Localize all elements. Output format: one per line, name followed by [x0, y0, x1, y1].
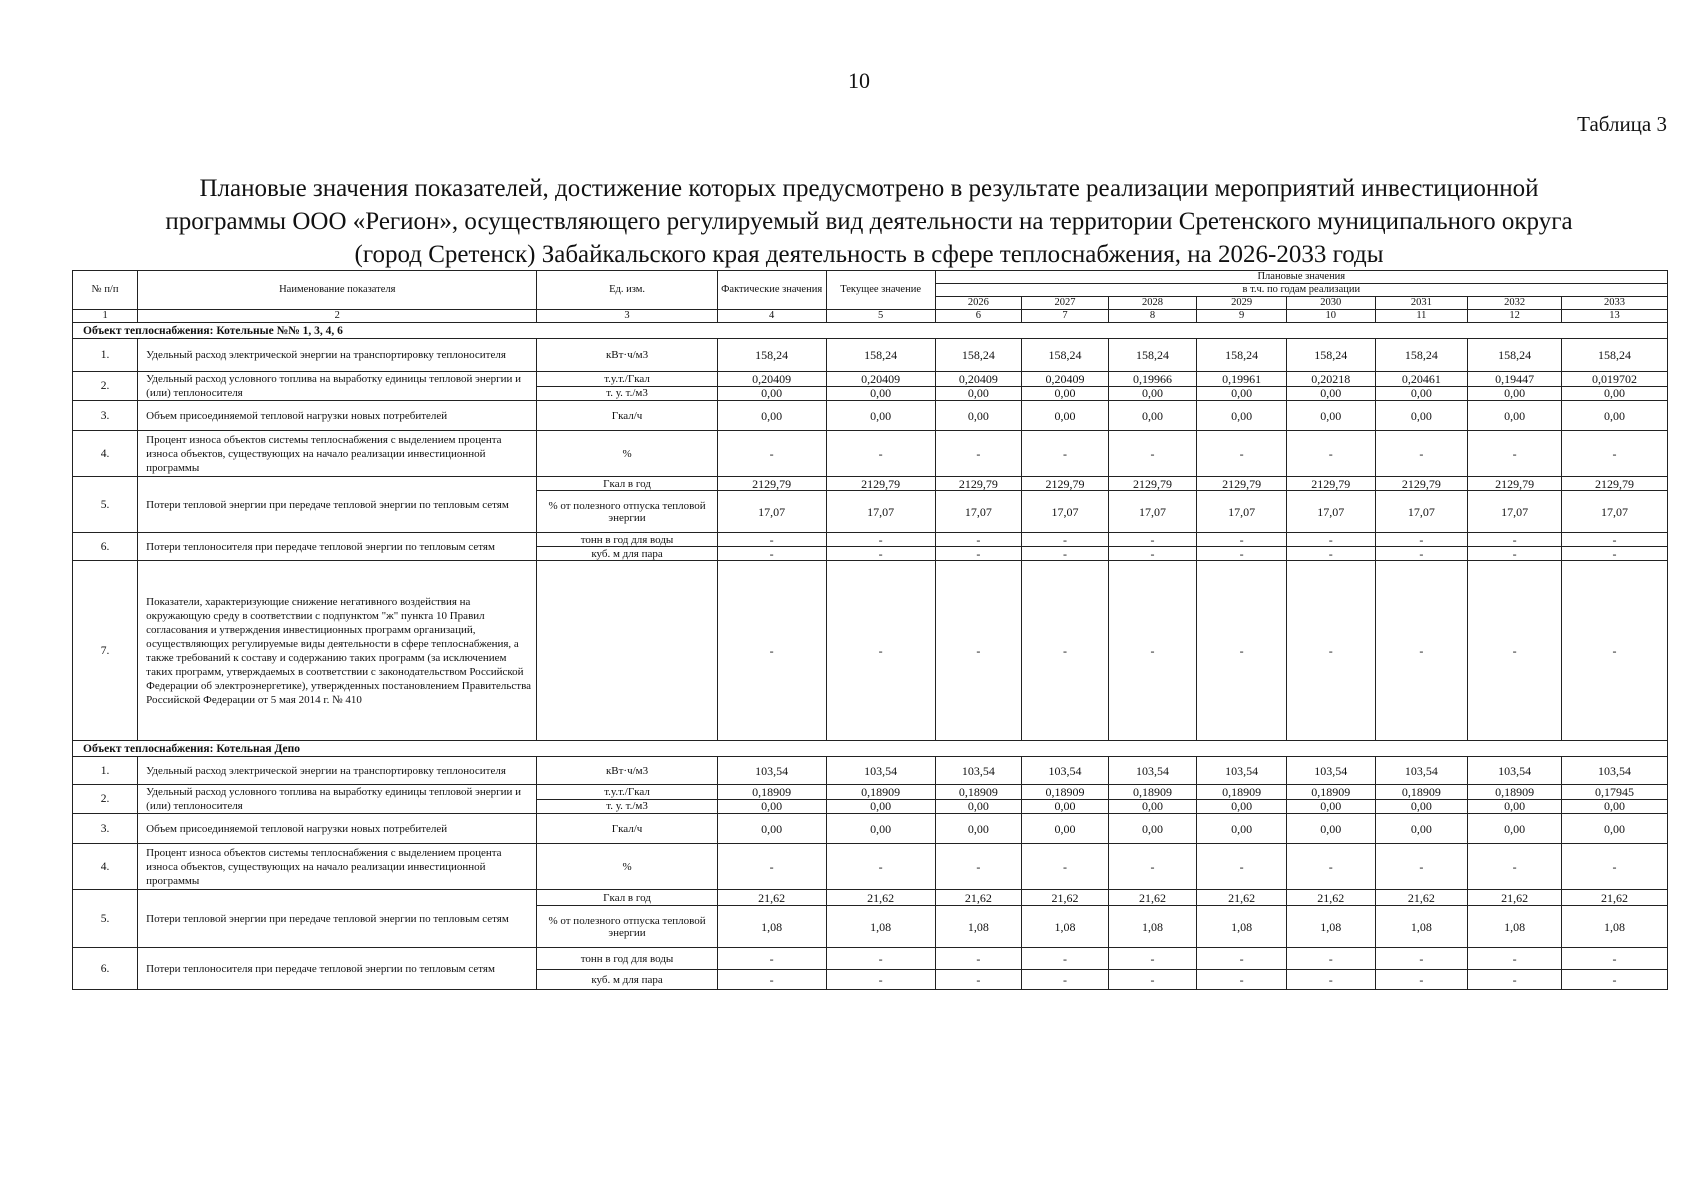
- row-number: 3.: [73, 814, 138, 844]
- value-cell: 0,00: [935, 814, 1022, 844]
- value-cell: 2129,79: [1286, 477, 1375, 491]
- table-row: [73, 477, 1668, 491]
- value-cell: 0,19447: [1468, 372, 1562, 387]
- value-cell: -: [826, 533, 935, 547]
- value-cell: 0,00: [1468, 814, 1562, 844]
- value-cell: 17,07: [1286, 491, 1375, 533]
- value-cell: -: [1468, 547, 1562, 561]
- value-cell: 2129,79: [1561, 477, 1667, 491]
- value-cell: -: [1197, 533, 1287, 547]
- unit-cell: Гкал в год: [537, 477, 717, 491]
- value-cell: 0,00: [826, 799, 935, 814]
- value-cell: 0,00: [1375, 799, 1468, 814]
- row-number: 1.: [73, 757, 138, 785]
- value-cell: -: [1197, 844, 1287, 890]
- unit-cell: куб. м для пара: [537, 970, 717, 990]
- title-line-3: (город Сретенск) Забайкальского края деятельность в сфере теплоснабжения, на 2026-2033 годы: [354, 241, 1384, 268]
- value-cell: 0,00: [935, 386, 1022, 401]
- value-cell: -: [1561, 844, 1667, 890]
- value-cell: 0,00: [1375, 386, 1468, 401]
- value-cell: 103,54: [826, 757, 935, 785]
- value-cell: 0,00: [1197, 401, 1287, 431]
- value-cell: -: [1561, 970, 1667, 990]
- value-cell: -: [826, 547, 935, 561]
- value-cell: -: [935, 844, 1022, 890]
- value-cell: 1,08: [1286, 906, 1375, 948]
- value-cell: 0,00: [1108, 386, 1197, 401]
- value-cell: -: [1197, 547, 1287, 561]
- value-cell: -: [1286, 844, 1375, 890]
- section-title: Объект теплоснабжения: Котельные №№ 1, 3, 4, 6: [73, 323, 1668, 339]
- header-unit: Ед. изм.: [537, 271, 717, 310]
- value-cell: 0,18909: [1022, 785, 1109, 800]
- indicator-name: Показатели, характеризующие снижение негативного воздействия на окружающую среду в соответствии с подпунктом "ж" пункта 10 Правил согласования и утверждения инвестиционных программ организаций, осуществляющих регулируемые виды деятельности в сфере теплоснабжения, а также требований к составу и содержанию таких программ (за исключением таких программ, утверждаемых в соответствии с законодательством Российской Федерации об электроэнергетике), утвержденных постановлением Правительства Российской Федерации от 5 мая 2014 г. № 410: [138, 561, 537, 741]
- value-cell: -: [1561, 533, 1667, 547]
- value-cell: -: [717, 533, 826, 547]
- unit-cell: % от полезного отпуска тепловой энергии: [537, 906, 717, 948]
- value-cell: 0,00: [1286, 814, 1375, 844]
- value-cell: 0,18909: [1108, 785, 1197, 800]
- table-row: [73, 339, 1668, 372]
- year-header: 2032: [1468, 297, 1562, 310]
- value-cell: 0,00: [1286, 401, 1375, 431]
- value-cell: -: [1197, 431, 1287, 477]
- value-cell: 103,54: [1561, 757, 1667, 785]
- value-cell: -: [935, 561, 1022, 741]
- value-cell: 0,00: [1561, 386, 1667, 401]
- value-cell: -: [826, 561, 935, 741]
- year-header: 2029: [1197, 297, 1287, 310]
- column-number: 2: [138, 310, 537, 323]
- table-header: [73, 271, 1668, 323]
- value-cell: 21,62: [1375, 890, 1468, 906]
- value-cell: -: [1197, 948, 1287, 970]
- value-cell: 0,00: [1022, 401, 1109, 431]
- value-cell: 0,20409: [717, 372, 826, 387]
- row-number: 2.: [73, 785, 138, 814]
- value-cell: 0,20461: [1375, 372, 1468, 387]
- value-cell: -: [826, 948, 935, 970]
- value-cell: 0,00: [1375, 401, 1468, 431]
- value-cell: 0,20409: [935, 372, 1022, 387]
- value-cell: 21,62: [1468, 890, 1562, 906]
- indicator-name: Объем присоединяемой тепловой нагрузки новых потребителей: [138, 814, 537, 844]
- column-number: 1: [73, 310, 138, 323]
- value-cell: 0,00: [1108, 799, 1197, 814]
- header-num: № п/п: [73, 271, 138, 310]
- column-number: 13: [1561, 310, 1667, 323]
- value-cell: 0,00: [1108, 401, 1197, 431]
- value-cell: -: [1286, 561, 1375, 741]
- value-cell: 1,08: [1561, 906, 1667, 948]
- value-cell: 2129,79: [1468, 477, 1562, 491]
- section-row: [73, 741, 1668, 757]
- value-cell: -: [717, 948, 826, 970]
- unit-cell: Гкал/ч: [537, 814, 717, 844]
- value-cell: 0,18909: [1197, 785, 1287, 800]
- header-name: Наименование показателя: [138, 271, 537, 310]
- table-row: [73, 372, 1668, 387]
- value-cell: 2129,79: [1022, 477, 1109, 491]
- value-cell: 17,07: [1468, 491, 1562, 533]
- document-title: [66, 172, 1672, 271]
- value-cell: -: [1561, 948, 1667, 970]
- table-row: [73, 401, 1668, 431]
- year-header: 2028: [1108, 297, 1197, 310]
- row-number: 3.: [73, 401, 138, 431]
- table-row: [73, 844, 1668, 890]
- table-row: [73, 757, 1668, 785]
- indicator-name: Удельный расход условного топлива на выработку единицы тепловой энергии и (или) теплоносителя: [138, 785, 537, 814]
- row-number: 7.: [73, 561, 138, 741]
- value-cell: -: [1108, 844, 1197, 890]
- value-cell: 17,07: [826, 491, 935, 533]
- value-cell: 21,62: [1108, 890, 1197, 906]
- indicator-name: Объем присоединяемой тепловой нагрузки новых потребителей: [138, 401, 537, 431]
- table-row: [73, 814, 1668, 844]
- column-number: 9: [1197, 310, 1287, 323]
- unit-cell: т. у. т./м3: [537, 386, 717, 401]
- table-row: [73, 948, 1668, 970]
- unit-cell: кВт·ч/м3: [537, 339, 717, 372]
- value-cell: 0,00: [717, 799, 826, 814]
- value-cell: -: [1375, 547, 1468, 561]
- value-cell: -: [1561, 431, 1667, 477]
- value-cell: -: [935, 948, 1022, 970]
- value-cell: -: [1286, 533, 1375, 547]
- row-number: 4.: [73, 844, 138, 890]
- value-cell: 2129,79: [1375, 477, 1468, 491]
- value-cell: 17,07: [1197, 491, 1287, 533]
- value-cell: 0,17945: [1561, 785, 1667, 800]
- value-cell: 158,24: [935, 339, 1022, 372]
- unit-cell: т.у.т./Гкал: [537, 785, 717, 800]
- value-cell: -: [1108, 970, 1197, 990]
- value-cell: -: [717, 561, 826, 741]
- value-cell: 2129,79: [826, 477, 935, 491]
- indicator-name: Потери тепловой энергии при передаче тепловой энергии по тепловым сетям: [138, 477, 537, 533]
- value-cell: 0,19961: [1197, 372, 1287, 387]
- unit-cell: кВт·ч/м3: [537, 757, 717, 785]
- table-row: [73, 561, 1668, 741]
- value-cell: 0,00: [1468, 386, 1562, 401]
- value-cell: -: [1375, 431, 1468, 477]
- table-row: [73, 431, 1668, 477]
- title-line-2: программы ООО «Регион», осуществляющего регулируемый вид деятельности на территории Сретенского муниципального округа: [165, 208, 1573, 235]
- value-cell: 0,18909: [1375, 785, 1468, 800]
- value-cell: 17,07: [1022, 491, 1109, 533]
- indicator-name: Потери теплоносителя при передаче тепловой энергии по тепловым сетям: [138, 948, 537, 990]
- value-cell: -: [1468, 533, 1562, 547]
- value-cell: 0,00: [1561, 814, 1667, 844]
- value-cell: -: [935, 547, 1022, 561]
- value-cell: 158,24: [1022, 339, 1109, 372]
- column-number: 4: [717, 310, 826, 323]
- value-cell: 0,19966: [1108, 372, 1197, 387]
- value-cell: 1,08: [826, 906, 935, 948]
- value-cell: 0,00: [935, 799, 1022, 814]
- value-cell: -: [1022, 533, 1109, 547]
- unit-cell: т. у. т./м3: [537, 799, 717, 814]
- value-cell: -: [1468, 844, 1562, 890]
- value-cell: -: [1022, 431, 1109, 477]
- column-number: 5: [826, 310, 935, 323]
- indicator-name: Потери теплоносителя при передаче тепловой энергии по тепловым сетям: [138, 533, 537, 561]
- value-cell: 0,00: [1561, 401, 1667, 431]
- value-cell: 0,00: [826, 814, 935, 844]
- value-cell: -: [1375, 533, 1468, 547]
- value-cell: 17,07: [1108, 491, 1197, 533]
- value-cell: 0,00: [1022, 386, 1109, 401]
- value-cell: 103,54: [1375, 757, 1468, 785]
- value-cell: -: [826, 970, 935, 990]
- value-cell: 103,54: [1197, 757, 1287, 785]
- value-cell: 21,62: [935, 890, 1022, 906]
- value-cell: 158,24: [1375, 339, 1468, 372]
- value-cell: 17,07: [1561, 491, 1667, 533]
- value-cell: 21,62: [1197, 890, 1287, 906]
- table-row: [73, 890, 1668, 906]
- value-cell: 21,62: [717, 890, 826, 906]
- value-cell: -: [717, 970, 826, 990]
- table-label: Таблица 3: [1577, 112, 1667, 136]
- unit-cell: куб. м для пара: [537, 547, 717, 561]
- value-cell: -: [935, 431, 1022, 477]
- value-cell: 0,18909: [935, 785, 1022, 800]
- row-number: 6.: [73, 533, 138, 561]
- value-cell: 103,54: [935, 757, 1022, 785]
- unit-cell: Гкал/ч: [537, 401, 717, 431]
- value-cell: 1,08: [1108, 906, 1197, 948]
- value-cell: 0,00: [717, 401, 826, 431]
- year-header: 2027: [1022, 297, 1109, 310]
- value-cell: 21,62: [1022, 890, 1109, 906]
- value-cell: 0,00: [1197, 386, 1287, 401]
- value-cell: 17,07: [1375, 491, 1468, 533]
- value-cell: -: [1468, 561, 1562, 741]
- row-number: 4.: [73, 431, 138, 477]
- value-cell: 158,24: [1108, 339, 1197, 372]
- row-number: 6.: [73, 948, 138, 990]
- value-cell: 158,24: [826, 339, 935, 372]
- value-cell: -: [1286, 547, 1375, 561]
- value-cell: 0,00: [1197, 799, 1287, 814]
- unit-cell: тонн в год для воды: [537, 948, 717, 970]
- header-planned: Плановые значения: [935, 271, 1667, 284]
- indicator-name: Удельный расход электрической энергии на транспортировку теплоносителя: [138, 757, 537, 785]
- value-cell: 158,24: [1197, 339, 1287, 372]
- value-cell: 103,54: [1286, 757, 1375, 785]
- value-cell: -: [717, 547, 826, 561]
- value-cell: -: [1468, 948, 1562, 970]
- value-cell: 0,18909: [1468, 785, 1562, 800]
- unit-cell: %: [537, 844, 717, 890]
- value-cell: 21,62: [1286, 890, 1375, 906]
- value-cell: 0,00: [826, 401, 935, 431]
- value-cell: 0,00: [1022, 799, 1109, 814]
- value-cell: -: [1375, 948, 1468, 970]
- value-cell: 0,00: [1197, 814, 1287, 844]
- unit-cell: Гкал в год: [537, 890, 717, 906]
- value-cell: 158,24: [1468, 339, 1562, 372]
- value-cell: 0,00: [1022, 814, 1109, 844]
- value-cell: 0,20218: [1286, 372, 1375, 387]
- column-number: 10: [1286, 310, 1375, 323]
- value-cell: -: [1197, 970, 1287, 990]
- value-cell: 21,62: [1561, 890, 1667, 906]
- value-cell: -: [1022, 948, 1109, 970]
- year-header: 2031: [1375, 297, 1468, 310]
- value-cell: 0,00: [717, 814, 826, 844]
- value-cell: -: [1375, 844, 1468, 890]
- value-cell: -: [935, 533, 1022, 547]
- table-row: [73, 785, 1668, 800]
- value-cell: -: [1468, 970, 1562, 990]
- indicator-name: Удельный расход электрической энергии на транспортировку теплоносителя: [138, 339, 537, 372]
- indicator-name: Удельный расход условного топлива на выработку единицы тепловой энергии и (или) теплоносителя: [138, 372, 537, 401]
- table-row: [73, 533, 1668, 547]
- value-cell: 1,08: [935, 906, 1022, 948]
- value-cell: 0,20409: [826, 372, 935, 387]
- value-cell: -: [1286, 970, 1375, 990]
- value-cell: 0,20409: [1022, 372, 1109, 387]
- header-actual: Фактические значения: [717, 271, 826, 310]
- value-cell: 2129,79: [717, 477, 826, 491]
- value-cell: 2129,79: [935, 477, 1022, 491]
- value-cell: 0,00: [1468, 401, 1562, 431]
- indicator-name: Процент износа объектов системы теплоснабжения с выделением процента износа объектов, существующих на начало реализации инвестиционной программы: [138, 844, 537, 890]
- value-cell: 2129,79: [1108, 477, 1197, 491]
- header-by-years: в т.ч. по годам реализации: [935, 284, 1667, 297]
- row-number: 1.: [73, 339, 138, 372]
- year-header: 2030: [1286, 297, 1375, 310]
- value-cell: 17,07: [935, 491, 1022, 533]
- value-cell: 103,54: [717, 757, 826, 785]
- value-cell: 0,00: [826, 386, 935, 401]
- value-cell: 158,24: [1561, 339, 1667, 372]
- value-cell: 0,00: [1108, 814, 1197, 844]
- unit-cell: [537, 561, 717, 741]
- value-cell: -: [826, 844, 935, 890]
- value-cell: -: [1022, 970, 1109, 990]
- value-cell: -: [1108, 431, 1197, 477]
- header-current: Текущее значение: [826, 271, 935, 310]
- table-body: [73, 323, 1668, 990]
- value-cell: -: [1022, 547, 1109, 561]
- unit-cell: т.у.т./Гкал: [537, 372, 717, 387]
- value-cell: -: [1286, 431, 1375, 477]
- value-cell: 103,54: [1108, 757, 1197, 785]
- value-cell: 1,08: [1468, 906, 1562, 948]
- value-cell: 1,08: [1022, 906, 1109, 948]
- title-line-1: Плановые значения показателей, достижение которых предусмотрено в результате реализации мероприятий инвестиционной: [199, 175, 1539, 202]
- value-cell: 17,07: [717, 491, 826, 533]
- value-cell: -: [1022, 844, 1109, 890]
- value-cell: 158,24: [717, 339, 826, 372]
- value-cell: -: [717, 844, 826, 890]
- value-cell: 0,18909: [826, 785, 935, 800]
- value-cell: 158,24: [1286, 339, 1375, 372]
- value-cell: -: [1375, 561, 1468, 741]
- row-number: 5.: [73, 477, 138, 533]
- value-cell: 21,62: [826, 890, 935, 906]
- column-number: 7: [1022, 310, 1109, 323]
- value-cell: -: [717, 431, 826, 477]
- value-cell: -: [1108, 533, 1197, 547]
- value-cell: 0,00: [935, 401, 1022, 431]
- section-row: [73, 323, 1668, 339]
- value-cell: 1,08: [717, 906, 826, 948]
- value-cell: -: [1286, 948, 1375, 970]
- value-cell: 0,00: [1375, 814, 1468, 844]
- row-number: 5.: [73, 890, 138, 948]
- indicator-name: Потери тепловой энергии при передаче тепловой энергии по тепловым сетям: [138, 890, 537, 948]
- value-cell: -: [1022, 561, 1109, 741]
- value-cell: 0,00: [1561, 799, 1667, 814]
- value-cell: 0,00: [717, 386, 826, 401]
- value-cell: 1,08: [1197, 906, 1287, 948]
- column-number: 6: [935, 310, 1022, 323]
- value-cell: -: [1197, 561, 1287, 741]
- value-cell: 0,00: [1286, 386, 1375, 401]
- indicator-name: Процент износа объектов системы теплоснабжения с выделением процента износа объектов, существующих на начало реализации инвестиционной программы: [138, 431, 537, 477]
- year-header: 2033: [1561, 297, 1667, 310]
- value-cell: -: [1561, 547, 1667, 561]
- value-cell: 0,18909: [1286, 785, 1375, 800]
- value-cell: -: [1561, 561, 1667, 741]
- year-header: 2026: [935, 297, 1022, 310]
- page-number: 10: [848, 68, 870, 93]
- value-cell: 0,18909: [717, 785, 826, 800]
- value-cell: -: [826, 431, 935, 477]
- unit-cell: %: [537, 431, 717, 477]
- value-cell: -: [1108, 948, 1197, 970]
- value-cell: 0,019702: [1561, 372, 1667, 387]
- value-cell: 2129,79: [1197, 477, 1287, 491]
- header-column-numbers-row: [73, 310, 1668, 323]
- value-cell: -: [1108, 547, 1197, 561]
- column-number: 12: [1468, 310, 1562, 323]
- column-number: 8: [1108, 310, 1197, 323]
- value-cell: -: [1468, 431, 1562, 477]
- column-number: 3: [537, 310, 717, 323]
- value-cell: -: [1375, 970, 1468, 990]
- value-cell: 0,00: [1468, 799, 1562, 814]
- value-cell: 103,54: [1022, 757, 1109, 785]
- value-cell: 0,00: [1286, 799, 1375, 814]
- value-cell: 1,08: [1375, 906, 1468, 948]
- value-cell: -: [935, 970, 1022, 990]
- column-number: 11: [1375, 310, 1468, 323]
- unit-cell: тонн в год для воды: [537, 533, 717, 547]
- indicators-table: [72, 270, 1668, 990]
- value-cell: 103,54: [1468, 757, 1562, 785]
- section-title: Объект теплоснабжения: Котельная Депо: [73, 741, 1668, 757]
- row-number: 2.: [73, 372, 138, 401]
- unit-cell: % от полезного отпуска тепловой энергии: [537, 491, 717, 533]
- value-cell: -: [1108, 561, 1197, 741]
